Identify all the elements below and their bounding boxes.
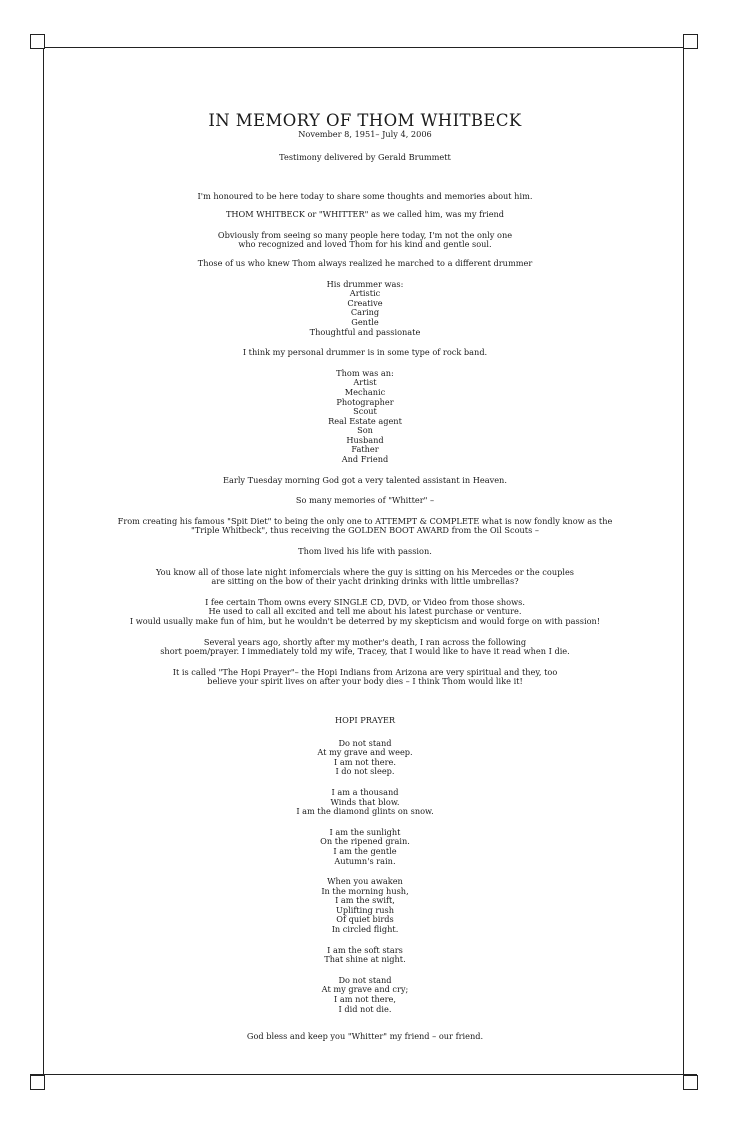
- prayer-line: Autumn's rain.: [334, 855, 396, 866]
- prayer-line: Do not stand: [338, 737, 392, 748]
- obviously-paragraph: [58, 231, 672, 250]
- prayer-line: I am not there,: [334, 994, 396, 1005]
- prayer-line: Do not stand: [338, 974, 392, 985]
- different-drummer-line: Those of us who knew Thom always realized he marched to a different drummer: [197, 257, 533, 268]
- prayer-line: In the morning hush,: [321, 885, 409, 896]
- corner-box-top-right: [683, 34, 698, 49]
- drummer-list: [58, 280, 672, 338]
- prayer-line: Of quiet birds: [336, 914, 394, 925]
- spit-diet-paragraph: [12, 517, 718, 536]
- role-item: Photographer: [336, 396, 394, 407]
- prayer-line: I did not die.: [338, 1003, 392, 1014]
- intro-line-1: I'm honoured to be here today to share some thoughts and memories about him.: [197, 190, 533, 201]
- memorial-document: [58, 112, 672, 1042]
- prayer-line: I am the soft stars: [327, 944, 403, 955]
- roles-list: [58, 369, 672, 465]
- drummer-trait: Creative: [347, 297, 383, 308]
- prayer-stanza-4: [58, 877, 672, 935]
- infomercials-paragraph: [12, 568, 718, 587]
- prayer-stanza-2: [58, 788, 672, 817]
- role-item: Artist: [353, 377, 377, 388]
- prayer-line: That shine at night.: [324, 954, 406, 965]
- prayer-line: I am the sunlight: [329, 826, 401, 837]
- prayer-stanza-3: [58, 828, 672, 866]
- hopi-intro-paragraph: [12, 668, 718, 687]
- frame-bottom-line: [30, 1074, 697, 1075]
- prayer-line: When you awaken: [327, 876, 403, 887]
- obviously-line-1: Obviously from seeing so many people here today, I'm not the only one: [217, 229, 513, 240]
- byline: Testimony delivered by Gerald Brummett: [279, 152, 451, 162]
- role-item: And Friend: [341, 454, 389, 465]
- prayer-line: At my grave and cry;: [321, 984, 409, 995]
- corner-box-bottom-right: [683, 1075, 698, 1090]
- prayer-title: HOPI PRAYER: [335, 714, 395, 725]
- corner-box-top-left: [30, 34, 45, 49]
- role-item: Husband: [346, 434, 384, 445]
- shows-line-3: I would usually make fun of him, but he wouldn't be deterred by my skepticism and would forge on with passion!: [129, 616, 601, 626]
- prayer-line: I do not sleep.: [335, 766, 395, 777]
- passion-line: Thom lived his life with passion.: [298, 546, 432, 557]
- prayer-line: At my grave and weep.: [317, 747, 413, 758]
- hopi-intro-line-2: believe your spirit lives on after your body dies – I think Thom would like it!: [207, 676, 523, 687]
- prayer-line: I am a thousand: [331, 786, 399, 797]
- prayer-line: I am not there.: [334, 756, 396, 767]
- intro-line-2: THOM WHITBECK or "WHITTER" as we called him, was my friend: [225, 209, 505, 220]
- frame-top-line: [30, 47, 697, 48]
- role-item: Scout: [353, 406, 377, 417]
- closing-line: God bless and keep you "Whitter" my friend – our friend.: [246, 1031, 484, 1042]
- drummer-trait: Gentle: [351, 316, 379, 327]
- drummer-trait: Artistic: [349, 288, 381, 299]
- years-ago-line-1: Several years ago, shortly after my mother's death, I ran across the following: [203, 636, 527, 647]
- shows-line-1: I fee certain Thom owns every SINGLE CD, DVD, or Video from those shows.: [205, 596, 525, 607]
- rock-band-line: I think my personal drummer is in some type of rock band.: [242, 347, 488, 358]
- shows-paragraph: [12, 598, 718, 627]
- spit-diet-line-2: "Triple Whitbeck", thus receiving the GOLDEN BOOT AWARD from the Oil Scouts –: [191, 525, 539, 536]
- years-ago-line-2: short poem/prayer. I immediately told my wife, Tracey, that I would like to have it read when I die.: [160, 646, 570, 657]
- page-title: IN MEMORY OF THOM WHITBECK: [208, 111, 522, 130]
- role-item: Mechanic: [344, 386, 386, 397]
- tuesday-line: Early Tuesday morning God got a very talented assistant in Heaven.: [223, 474, 507, 485]
- role-item: Father: [351, 444, 379, 455]
- roles-heading: Thom was an:: [336, 367, 394, 378]
- prayer-line: On the ripened grain.: [320, 836, 410, 847]
- years-ago-paragraph: [12, 638, 718, 657]
- shows-line-2: He used to call all excited and tell me about his latest purchase or venture.: [208, 606, 522, 617]
- prayer-line: I am the swift,: [335, 895, 395, 906]
- memories-line: So many memories of "Whitter" –: [295, 495, 435, 506]
- prayer-line: I am the gentle: [333, 845, 397, 856]
- role-item: Real Estate agent: [328, 415, 402, 426]
- prayer-line: In circled flight.: [331, 924, 399, 935]
- prayer-line: Winds that blow.: [330, 796, 400, 807]
- prayer-stanza-1: [58, 739, 672, 777]
- prayer-stanza-6: [58, 976, 672, 1014]
- prayer-stanza-5: [58, 946, 672, 965]
- frame-left-line: [43, 34, 44, 1090]
- prayer-line: I am the diamond glints on snow.: [296, 806, 434, 817]
- spit-diet-line-1: From creating his famous "Spit Diet" to being the only one to ATTEMPT & COMPLETE what is now fondly know as the: [117, 515, 613, 526]
- hopi-intro-line-1: It is called "The Hopi Prayer"– the Hopi Indians from Arizona are very spiritual and they, too: [172, 666, 558, 677]
- infomercials-line-1: You know all of those late night infomercials where the guy is sitting on his Mercedes or the couples: [155, 566, 575, 577]
- obviously-line-2: who recognized and loved Thom for his kind and gentle soul.: [238, 239, 492, 250]
- life-dates: November 8, 1951– July 4, 2006: [298, 129, 432, 139]
- drummer-trait: Thoughtful and passionate: [309, 326, 421, 337]
- drummer-heading: His drummer was:: [326, 278, 404, 289]
- drummer-trait: Caring: [350, 307, 380, 318]
- infomercials-line-2: are sitting on the bow of their yacht drinking drinks with little umbrellas?: [211, 576, 519, 587]
- role-item: Son: [357, 425, 373, 436]
- prayer-line: Uplifting rush: [335, 904, 395, 915]
- frame-right-line: [683, 34, 684, 1090]
- corner-box-bottom-left: [30, 1075, 45, 1090]
